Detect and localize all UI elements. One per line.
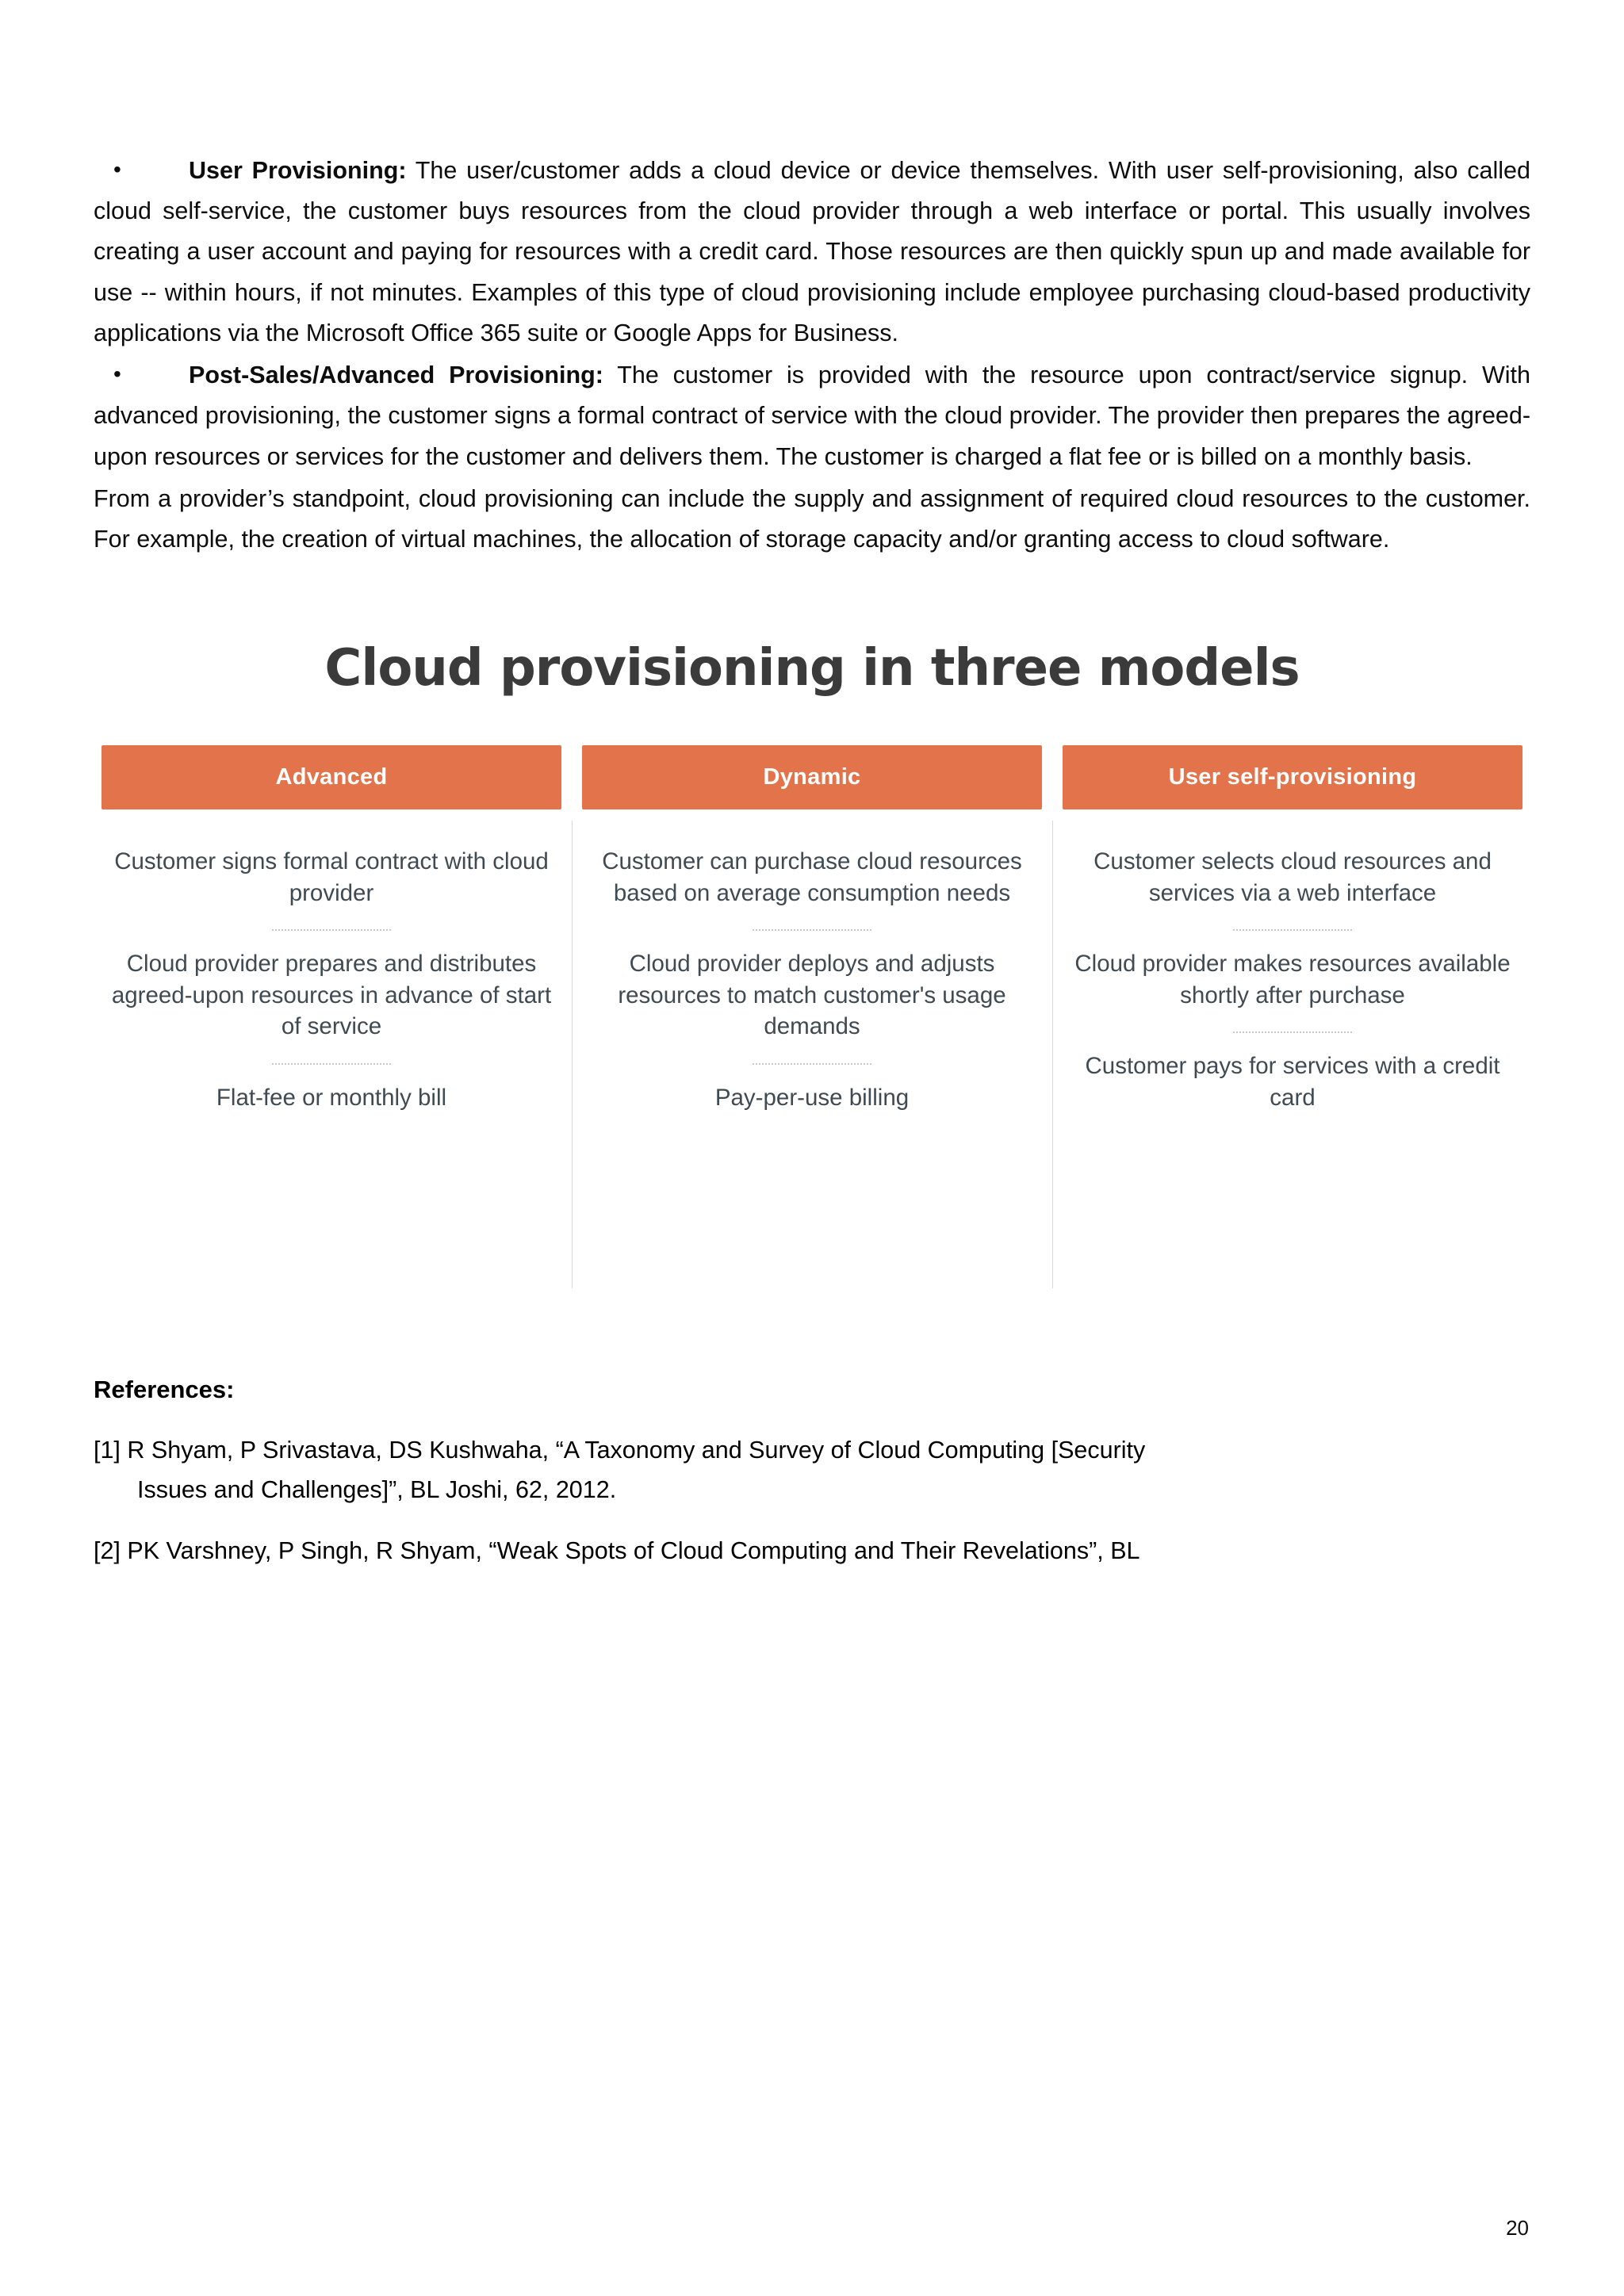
references-section	[94, 1376, 1530, 1571]
block-divider	[272, 1063, 391, 1065]
reference-item	[94, 1532, 1530, 1571]
column-block: Cloud provider makes resources available shortly after purchase	[1074, 951, 1511, 1008]
column-block: Customer pays for services with a credit card	[1085, 1053, 1500, 1111]
column-separator	[1052, 821, 1053, 1288]
paragraph-user-provisioning	[94, 151, 1530, 354]
column-block: Cloud provider deploys and adjusts resources to match customer's usage demands	[618, 951, 1006, 1040]
block-divider	[753, 929, 871, 931]
paragraph-provider-standpoint: From a provider’s standpoint, cloud provisioning can include the supply and assignment of required cloud resources to the customer. For example, the creation of virtual machines, the allocation of storage capacity and/or granting access to cloud software.	[94, 484, 1530, 553]
column-header: Advanced	[102, 745, 561, 809]
paragraph-post-sales-provisioning	[94, 355, 1530, 477]
column-header: User self-provisioning	[1063, 745, 1522, 809]
reference-line-continuation: Issues and Challenges]”, BL Joshi, 62, 2012.	[137, 1475, 617, 1503]
figure-title: Cloud provisioning in three models	[324, 639, 1300, 698]
bullet-marker: •	[113, 362, 121, 387]
bullet-marker: •	[113, 157, 121, 182]
paragraph-lead-in: User Provisioning:	[189, 157, 407, 184]
figure-cloud-provisioning-models	[94, 639, 1530, 1288]
reference-line: [1] R Shyam, P Srivastava, DS Kushwaha, “A Taxonomy and Survey of Cloud Computing [Security	[94, 1437, 1146, 1464]
block-divider	[753, 1063, 871, 1065]
column-block: Customer signs formal contract with cloud provider	[114, 848, 549, 906]
column-block: Cloud provider prepares and distributes agreed-upon resources in advance of start of service	[111, 951, 552, 1040]
column-block: Customer can purchase cloud resources based on average consumption needs	[602, 848, 1022, 906]
figure-columns	[94, 745, 1530, 1288]
block-divider	[1233, 929, 1352, 931]
column-block: Flat-fee or monthly bill	[216, 1084, 447, 1111]
column-block: Customer selects cloud resources and services via a web interface	[1094, 848, 1492, 906]
paragraph-text: The user/customer adds a cloud device or device themselves. With user self-provisioning, also called cloud self-service, the customer buys resources from the cloud provider through a web interface or portal. This usually involves creating a user account and paying for resources with a credit card. Those resources are then quickly spun up and made available for use -- within hours, if not minutes. Examples of this type of cloud provisioning include employee purchasing cloud-based productivity applications via the Microsoft Office 365 suite or Google Apps for Business.	[94, 157, 1530, 346]
references-heading: References:	[94, 1376, 235, 1404]
figure-column-user-self-provisioning	[1063, 745, 1522, 1113]
reference-line: [2] PK Varshney, P Singh, R Shyam, “Weak Spots of Cloud Computing and Their Revelations”, BL	[94, 1537, 1140, 1565]
reference-item	[94, 1431, 1530, 1510]
block-divider	[1233, 1031, 1352, 1033]
paragraph-text: The customer is provided with the resource upon contract/service signup. With advanced provisioning, the customer signs a formal contract of service with the cloud provider. The provider then prepares the agreed-upon resources or services for the customer and delivers them. The customer is charged a flat fee or is billed on a monthly basis.	[94, 362, 1530, 470]
column-body	[582, 809, 1042, 1113]
page-number: 20	[1506, 2216, 1529, 2240]
column-separator	[572, 821, 573, 1288]
paragraph-lead-in: Post-Sales/Advanced Provisioning:	[189, 362, 603, 389]
block-divider	[272, 929, 391, 931]
figure-column-advanced	[102, 745, 561, 1113]
figure-column-dynamic	[582, 745, 1042, 1113]
column-body	[102, 809, 561, 1113]
column-block: Pay-per-use billing	[714, 1084, 910, 1111]
column-header: Dynamic	[582, 745, 1042, 809]
column-body	[1063, 809, 1522, 1113]
